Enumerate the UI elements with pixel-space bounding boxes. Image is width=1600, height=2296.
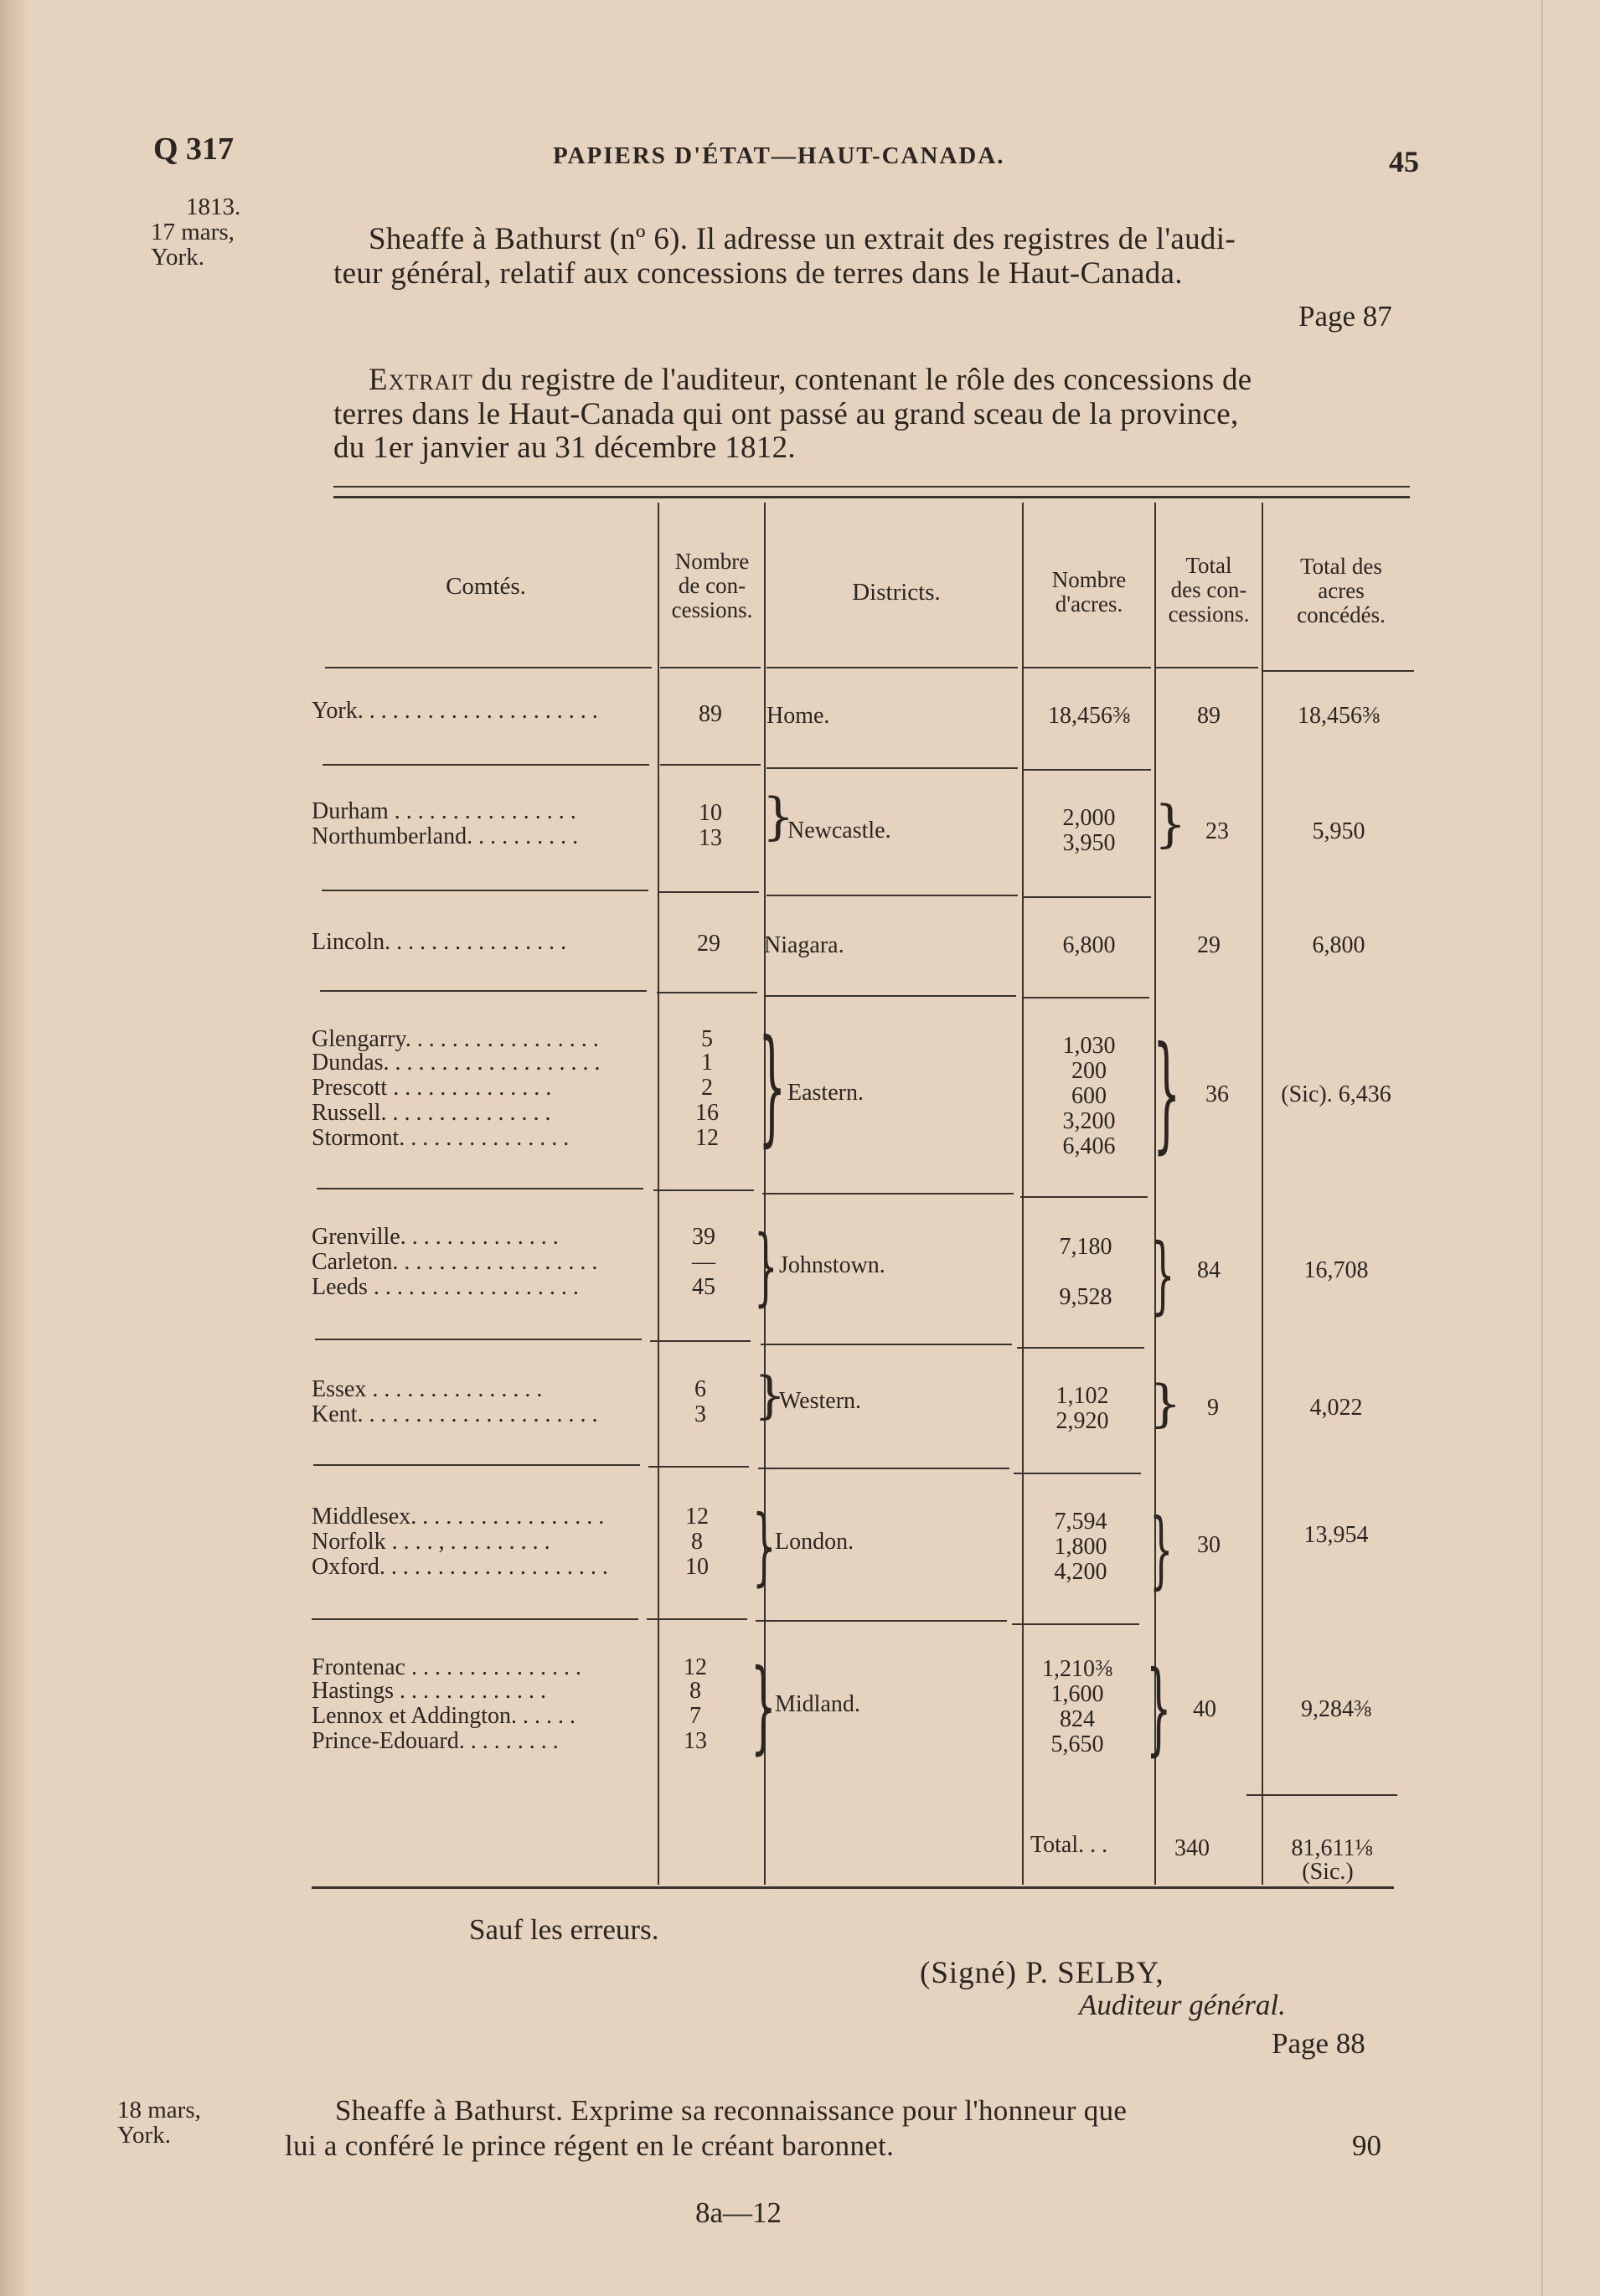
county-row: Durham . . . . . . . . . . . . . . . . bbox=[312, 798, 576, 824]
errors-note: Sauf les erreurs. bbox=[469, 1913, 659, 1946]
group-separator bbox=[320, 990, 647, 992]
county-name: Lincoln bbox=[312, 929, 385, 955]
county-row: Hastings . . . . . . . . . . . . . bbox=[312, 1678, 546, 1704]
concessions-cell: 16 bbox=[695, 1100, 719, 1126]
header-line: Total des bbox=[1300, 554, 1382, 579]
concessions-cell: 13 bbox=[684, 1728, 707, 1754]
header-districts: Districts. bbox=[852, 579, 941, 606]
header-total-acres bbox=[1263, 555, 1419, 627]
header-line: cessions. bbox=[671, 597, 753, 622]
county-row: Grenville. . . . . . . . . . . . . . bbox=[312, 1224, 559, 1250]
county-row: Dundas. . . . . . . . . . . . . . . . . . . bbox=[312, 1050, 601, 1076]
acres-cell: 824 bbox=[1060, 1706, 1095, 1732]
total-acres-cell: 5,950 bbox=[1312, 818, 1365, 844]
county-row: Kent. . . . . . . . . . . . . . . . . . . . . bbox=[312, 1401, 598, 1427]
concessions-cell: 7 bbox=[689, 1703, 701, 1729]
total-acres-cell: (Sic). 6,436 bbox=[1281, 1081, 1391, 1107]
header-line: acres bbox=[1318, 578, 1365, 603]
concessions-cell: 89 bbox=[699, 701, 722, 727]
district-name: Home. bbox=[766, 703, 830, 729]
acres-cell: 7,180 bbox=[1059, 1234, 1112, 1260]
brace-icon: } bbox=[758, 1014, 787, 1159]
county-row: Stormont. . . . . . . . . . . . . . . bbox=[312, 1125, 570, 1151]
page-edge-shadow bbox=[0, 0, 28, 2296]
district-name: Newcastle. bbox=[787, 818, 891, 844]
group-separator bbox=[660, 764, 761, 766]
group-separator bbox=[1017, 1347, 1144, 1349]
concessions-cell: 5 bbox=[701, 1026, 713, 1052]
header-nombre-concessions bbox=[660, 549, 764, 622]
grand-total-acres: 81,611⅛ bbox=[1291, 1835, 1373, 1861]
margin-place: York. bbox=[151, 244, 204, 271]
acres-cell: 3,950 bbox=[1062, 830, 1116, 856]
running-title: PAPIERS D'ÉTAT—HAUT-CANADA. bbox=[553, 142, 1005, 169]
extract-line3: du 1er janvier au 31 décembre 1812. bbox=[333, 431, 796, 465]
extract-line1-text: du registre de l'auditeur, contenant le rôle des concessions de bbox=[472, 363, 1252, 397]
extract-lead-word: Extrait bbox=[369, 363, 473, 397]
group-separator bbox=[1020, 1196, 1148, 1198]
extract-line1 bbox=[369, 364, 1252, 397]
group-separator bbox=[766, 767, 1018, 769]
archive-reference: Q 317 bbox=[153, 132, 235, 167]
county-row: Middlesex. . . . . . . . . . . . . . . . . bbox=[312, 1504, 605, 1530]
group-separator bbox=[312, 1618, 638, 1620]
county-row: Lennox et Addington. . . . . . bbox=[312, 1703, 575, 1729]
concessions-cell: 12 bbox=[684, 1654, 707, 1680]
total-concessions-cell: 36 bbox=[1205, 1081, 1229, 1107]
header-line: des con- bbox=[1170, 577, 1247, 602]
county-name: Northumberland bbox=[312, 823, 467, 849]
county-name: Prince-Edouard bbox=[312, 1728, 459, 1754]
concessions-cell: 13 bbox=[699, 825, 722, 851]
concessions-cell: 39 bbox=[692, 1224, 715, 1250]
county-name: Middlesex bbox=[312, 1504, 411, 1530]
signature-line: (Signé) P. SELBY, bbox=[920, 1956, 1164, 1990]
closing-page-ref: Page 88 bbox=[1272, 2027, 1365, 2060]
county-name: Glengarry bbox=[312, 1026, 405, 1052]
header-line: Nombre bbox=[1051, 567, 1127, 592]
county-row: Prescott . . . . . . . . . . . . . . bbox=[312, 1075, 552, 1101]
county-name: Norfolk bbox=[312, 1529, 386, 1555]
total-concessions-cell: 30 bbox=[1197, 1532, 1221, 1558]
group-separator bbox=[1012, 1623, 1139, 1625]
county-row: Oxford. . . . . . . . . . . . . . . . . . . . bbox=[312, 1554, 608, 1580]
county-name: Russell bbox=[312, 1100, 381, 1126]
header-nombre-acres bbox=[1024, 568, 1154, 617]
concessions-cell: 29 bbox=[697, 931, 720, 957]
acres-cell: 1,600 bbox=[1050, 1681, 1104, 1707]
entry1-page-ref: Page 87 bbox=[1298, 300, 1392, 333]
entry2-line2: lui a conféré le prince régent en le créant baronnet. bbox=[285, 2129, 895, 2162]
group-separator bbox=[648, 1466, 749, 1468]
group-separator bbox=[323, 764, 649, 766]
group-separator bbox=[647, 1618, 747, 1620]
header-total-concessions bbox=[1156, 554, 1262, 627]
total-acres-cell: 18,456⅜ bbox=[1298, 703, 1380, 729]
group-separator bbox=[1014, 1473, 1141, 1474]
county-name: York bbox=[312, 698, 358, 724]
brace-icon: } bbox=[754, 1217, 778, 1315]
header-line: cessions. bbox=[1168, 601, 1250, 627]
group-separator bbox=[1024, 769, 1151, 771]
acres-cell: 4,200 bbox=[1054, 1559, 1107, 1585]
total-acres-cell: 13,954 bbox=[1303, 1522, 1369, 1548]
entry2-page-ref: 90 bbox=[1352, 2129, 1381, 2162]
acres-cell: 1,800 bbox=[1054, 1534, 1107, 1560]
margin-place: York. bbox=[117, 2122, 171, 2149]
acres-cell: 7,594 bbox=[1054, 1509, 1107, 1535]
header-line: d'acres. bbox=[1055, 591, 1123, 617]
acres-cell: 5,650 bbox=[1050, 1731, 1104, 1757]
group-separator bbox=[1024, 896, 1151, 898]
brace-icon: } bbox=[1154, 795, 1187, 854]
group-separator bbox=[653, 1189, 754, 1191]
group-separator bbox=[765, 995, 1016, 997]
brace-icon: } bbox=[1149, 1375, 1182, 1433]
header-line: de con- bbox=[678, 573, 746, 598]
acres-cell: 18,456⅜ bbox=[1048, 703, 1130, 729]
header-rule bbox=[1156, 667, 1258, 668]
county-row: Northumberland. . . . . . . . . . bbox=[312, 823, 579, 849]
county-name: Kent bbox=[312, 1401, 358, 1427]
county-name: Carleton bbox=[312, 1249, 393, 1275]
concessions-cell: 10 bbox=[699, 800, 722, 826]
county-row: Carleton. . . . . . . . . . . . . . . . . . bbox=[312, 1249, 598, 1275]
concessions-cell: 45 bbox=[692, 1274, 715, 1300]
header-comtes: Comtés. bbox=[446, 573, 526, 600]
signatory-title: Auditeur général. bbox=[1079, 1989, 1286, 2021]
table-top-rule bbox=[333, 486, 1410, 488]
group-separator bbox=[317, 1188, 643, 1189]
county-row: Leeds . . . . . . . . . . . . . . . . . . bbox=[312, 1274, 579, 1300]
group-separator bbox=[650, 1340, 751, 1342]
acres-cell: 2,000 bbox=[1062, 805, 1116, 831]
county-row: York. . . . . . . . . . . . . . . . . . . . . bbox=[312, 698, 598, 724]
acres-cell: 6,406 bbox=[1062, 1133, 1116, 1159]
acres-cell: 2,920 bbox=[1055, 1408, 1109, 1434]
extract-line2: terres dans le Haut-Canada qui ont passé au grand sceau de la province, bbox=[333, 397, 1239, 431]
table-bottom-rule bbox=[312, 1886, 1394, 1889]
group-separator bbox=[758, 1468, 1009, 1469]
header-rule bbox=[1024, 667, 1151, 668]
brace-icon: } bbox=[1151, 1225, 1175, 1323]
total-concessions-cell: 84 bbox=[1197, 1257, 1221, 1283]
county-row: Norfolk . . . . , . . . . . . . . . bbox=[312, 1529, 550, 1555]
header-rule bbox=[1263, 670, 1414, 672]
total-concessions-cell: 89 bbox=[1197, 703, 1221, 729]
county-name: Dundas bbox=[312, 1050, 384, 1076]
concessions-cell: 1 bbox=[701, 1050, 713, 1076]
concessions-cell: 12 bbox=[685, 1504, 709, 1530]
concessions-cell: 8 bbox=[689, 1678, 701, 1704]
total-acres-cell: 9,284⅜ bbox=[1301, 1696, 1371, 1722]
acres-cell: 600 bbox=[1071, 1083, 1107, 1109]
margin-year: 1813. bbox=[186, 193, 241, 220]
brace-icon: } bbox=[752, 1497, 777, 1595]
header-rule bbox=[325, 667, 652, 668]
group-separator bbox=[761, 1344, 1012, 1345]
district-name: Western. bbox=[779, 1388, 862, 1414]
page-number: 45 bbox=[1389, 145, 1419, 178]
acres-cell: 3,200 bbox=[1062, 1108, 1116, 1134]
county-name: Durham bbox=[312, 798, 389, 824]
group-separator bbox=[313, 1464, 640, 1466]
county-name: Oxford bbox=[312, 1554, 379, 1580]
brace-icon: } bbox=[1153, 1020, 1181, 1166]
header-line: Nombre bbox=[674, 549, 750, 574]
acres-cell: 1,210⅜ bbox=[1042, 1656, 1112, 1682]
county-row: Lincoln. . . . . . . . . . . . . . . . bbox=[312, 929, 567, 955]
printer-signature-mark: 8a—12 bbox=[695, 2196, 782, 2229]
county-name: Stormont bbox=[312, 1125, 400, 1151]
total-concessions-cell: 9 bbox=[1207, 1395, 1219, 1421]
total-acres-cell: 4,022 bbox=[1309, 1395, 1363, 1421]
header-line: Total bbox=[1185, 553, 1232, 578]
brace-icon: } bbox=[1146, 1650, 1172, 1767]
group-separator bbox=[315, 1339, 642, 1340]
grand-total-note: (Sic.) bbox=[1302, 1859, 1354, 1885]
county-row: Prince-Edouard. . . . . . . . . bbox=[312, 1728, 559, 1754]
district-name: Niagara. bbox=[764, 932, 844, 958]
entry1-line2: teur général, relatif aux concessions de terres dans le Haut-Canada. bbox=[333, 256, 1183, 291]
brace-icon: } bbox=[751, 1648, 777, 1765]
entry1-line1: Sheaffe à Bathurst (nº 6). Il adresse un extrait des registres de l'audi- bbox=[369, 222, 1236, 256]
brace-icon: } bbox=[1149, 1500, 1174, 1598]
group-separator bbox=[766, 895, 1018, 896]
group-separator bbox=[756, 1620, 1007, 1622]
county-row: Frontenac . . . . . . . . . . . . . . . bbox=[312, 1654, 581, 1680]
county-name: Lennox et Addington bbox=[312, 1703, 511, 1729]
group-separator bbox=[658, 891, 759, 893]
concessions-cell: — bbox=[692, 1249, 715, 1275]
concessions-cell: 2 bbox=[701, 1075, 713, 1101]
entry2-line1: Sheaffe à Bathurst. Exprime sa reconnaissance pour l'honneur que bbox=[335, 2094, 1128, 2127]
header-rule bbox=[766, 667, 1018, 668]
county-name: Hastings bbox=[312, 1678, 394, 1704]
brace-icon: } bbox=[762, 787, 795, 846]
acres-cell: 1,030 bbox=[1062, 1033, 1116, 1059]
table-top-rule-thick bbox=[333, 496, 1410, 498]
county-name: Essex bbox=[312, 1376, 367, 1402]
group-separator bbox=[1022, 997, 1149, 998]
concessions-cell: 3 bbox=[694, 1401, 706, 1427]
acres-cell: 6,800 bbox=[1062, 932, 1116, 958]
header-rule bbox=[660, 667, 761, 668]
total-label: Total. . . bbox=[1030, 1832, 1108, 1858]
total-acres-cell: 6,800 bbox=[1312, 932, 1365, 958]
total-concessions-cell: 23 bbox=[1205, 818, 1229, 844]
total-concessions-cell: 40 bbox=[1193, 1696, 1216, 1722]
district-name: Johnstown. bbox=[779, 1252, 885, 1278]
county-row: Glengarry. . . . . . . . . . . . . . . . . bbox=[312, 1026, 599, 1052]
concessions-cell: 8 bbox=[691, 1529, 703, 1555]
brace-icon: } bbox=[754, 1366, 787, 1425]
page-fold-line bbox=[1541, 0, 1543, 2296]
acres-cell: 9,528 bbox=[1059, 1284, 1112, 1310]
district-name: Eastern. bbox=[787, 1080, 864, 1106]
header-line: concédés. bbox=[1297, 602, 1386, 627]
county-name: Prescott bbox=[312, 1075, 388, 1101]
district-name: London. bbox=[775, 1529, 854, 1555]
total-rule bbox=[1246, 1794, 1397, 1796]
group-separator bbox=[762, 1193, 1014, 1194]
acres-cell: 1,102 bbox=[1055, 1383, 1109, 1409]
county-name: Grenville bbox=[312, 1224, 400, 1250]
county-row: Russell. . . . . . . . . . . . . . . bbox=[312, 1100, 551, 1126]
grand-total-concessions: 340 bbox=[1174, 1835, 1210, 1861]
concessions-cell: 10 bbox=[685, 1554, 709, 1580]
concessions-cell: 12 bbox=[695, 1125, 719, 1151]
acres-cell: 200 bbox=[1071, 1058, 1107, 1084]
group-separator bbox=[657, 992, 757, 993]
district-name: Midland. bbox=[775, 1691, 860, 1717]
county-name: Frontenac bbox=[312, 1654, 405, 1680]
margin-date: 17 mars, bbox=[151, 219, 235, 245]
total-concessions-cell: 29 bbox=[1197, 932, 1221, 958]
county-name: Leeds bbox=[312, 1274, 368, 1300]
county-row: Essex . . . . . . . . . . . . . . . bbox=[312, 1376, 543, 1402]
total-acres-cell: 16,708 bbox=[1303, 1257, 1369, 1283]
margin-date: 18 mars, bbox=[117, 2097, 201, 2123]
group-separator bbox=[322, 890, 648, 891]
concessions-cell: 6 bbox=[694, 1376, 706, 1402]
